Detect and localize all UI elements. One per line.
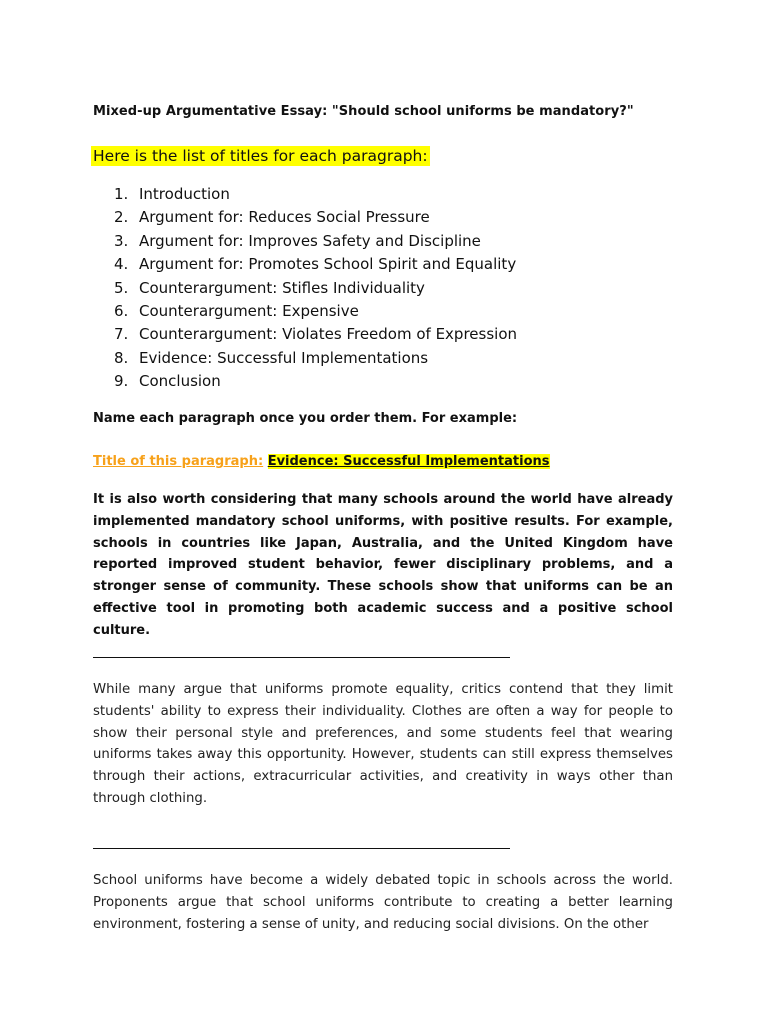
list-item-number: 8. xyxy=(114,348,129,367)
example-paragraph: It is also worth considering that many schools around the world have already implemented mandatory school uniforms, with positive results. For example, schools in countries like Japan, Australia, and the United Kingdom have reported improved student behavior, fewer disciplinary problems, and a stronger sense of community. These schools show that uniforms can be an effective tool in promoting both academic success and a positive school culture. xyxy=(93,492,673,638)
list-item xyxy=(114,184,517,207)
list-item-number: 3. xyxy=(114,231,129,250)
list-item xyxy=(114,348,517,371)
list-item xyxy=(114,324,517,347)
list-item-text: Argument for: Promotes School Spirit and Equality xyxy=(139,255,517,274)
example-title-label: Title of this paragraph: xyxy=(93,454,264,469)
list-item xyxy=(114,278,517,301)
list-item xyxy=(114,301,517,324)
paragraph-titles-list xyxy=(114,184,517,395)
list-item-text: Introduction xyxy=(139,185,230,203)
list-item-number: 9. xyxy=(114,372,129,391)
list-item xyxy=(114,371,517,394)
example-title-value: Evidence: Successful Implementations xyxy=(267,454,550,469)
list-item-text: Counterargument: Stifles Individuality xyxy=(139,278,425,297)
list-item-text: Evidence: Successful Implementations xyxy=(139,348,429,367)
document-heading: Mixed-up Argumentative Essay: "Should school uniforms be mandatory?" xyxy=(93,104,634,119)
list-item-number: 6. xyxy=(114,301,129,320)
list-item xyxy=(114,254,517,277)
list-item xyxy=(114,231,517,254)
list-item-text: Argument for: Reduces Social Pressure xyxy=(139,208,430,227)
essay-paragraph: While many argue that uniforms promote equality, critics contend that they limit students' ability to express their individuality. Clothes are often a way for people to show their personal style and preferences, and some students feel that wearing uniforms takes away this opportunity. However, students can still express themselves through their actions, extracurricular activities, and creativity in ways other than through clothing. xyxy=(93,682,673,806)
title-blank-line xyxy=(93,657,510,658)
list-item-text: Argument for: Improves Safety and Discipline xyxy=(139,231,481,250)
list-item xyxy=(114,207,517,230)
list-item-text: Counterargument: Expensive xyxy=(139,301,359,320)
list-item-number: 1. xyxy=(114,185,129,203)
list-item-number: 5. xyxy=(114,278,129,297)
example-title-line xyxy=(93,454,550,469)
essay-paragraph: School uniforms have become a widely debated topic in schools across the world. Proponents argue that school uniforms contribute to creating a better learning environment, fostering a sense of unity, and reducing social divisions. On the other xyxy=(93,873,673,932)
list-item-number: 2. xyxy=(114,208,129,227)
list-item-text: Conclusion xyxy=(139,372,221,391)
title-blank-line xyxy=(93,848,510,849)
ordering-instruction: Name each paragraph once you order them. For example: xyxy=(93,411,518,426)
titles-list-intro: Here is the list of titles for each paragraph: xyxy=(93,147,428,165)
list-item-number: 7. xyxy=(114,325,129,344)
list-item-number: 4. xyxy=(114,255,129,274)
list-item-text: Counterargument: Violates Freedom of Expression xyxy=(139,325,518,344)
